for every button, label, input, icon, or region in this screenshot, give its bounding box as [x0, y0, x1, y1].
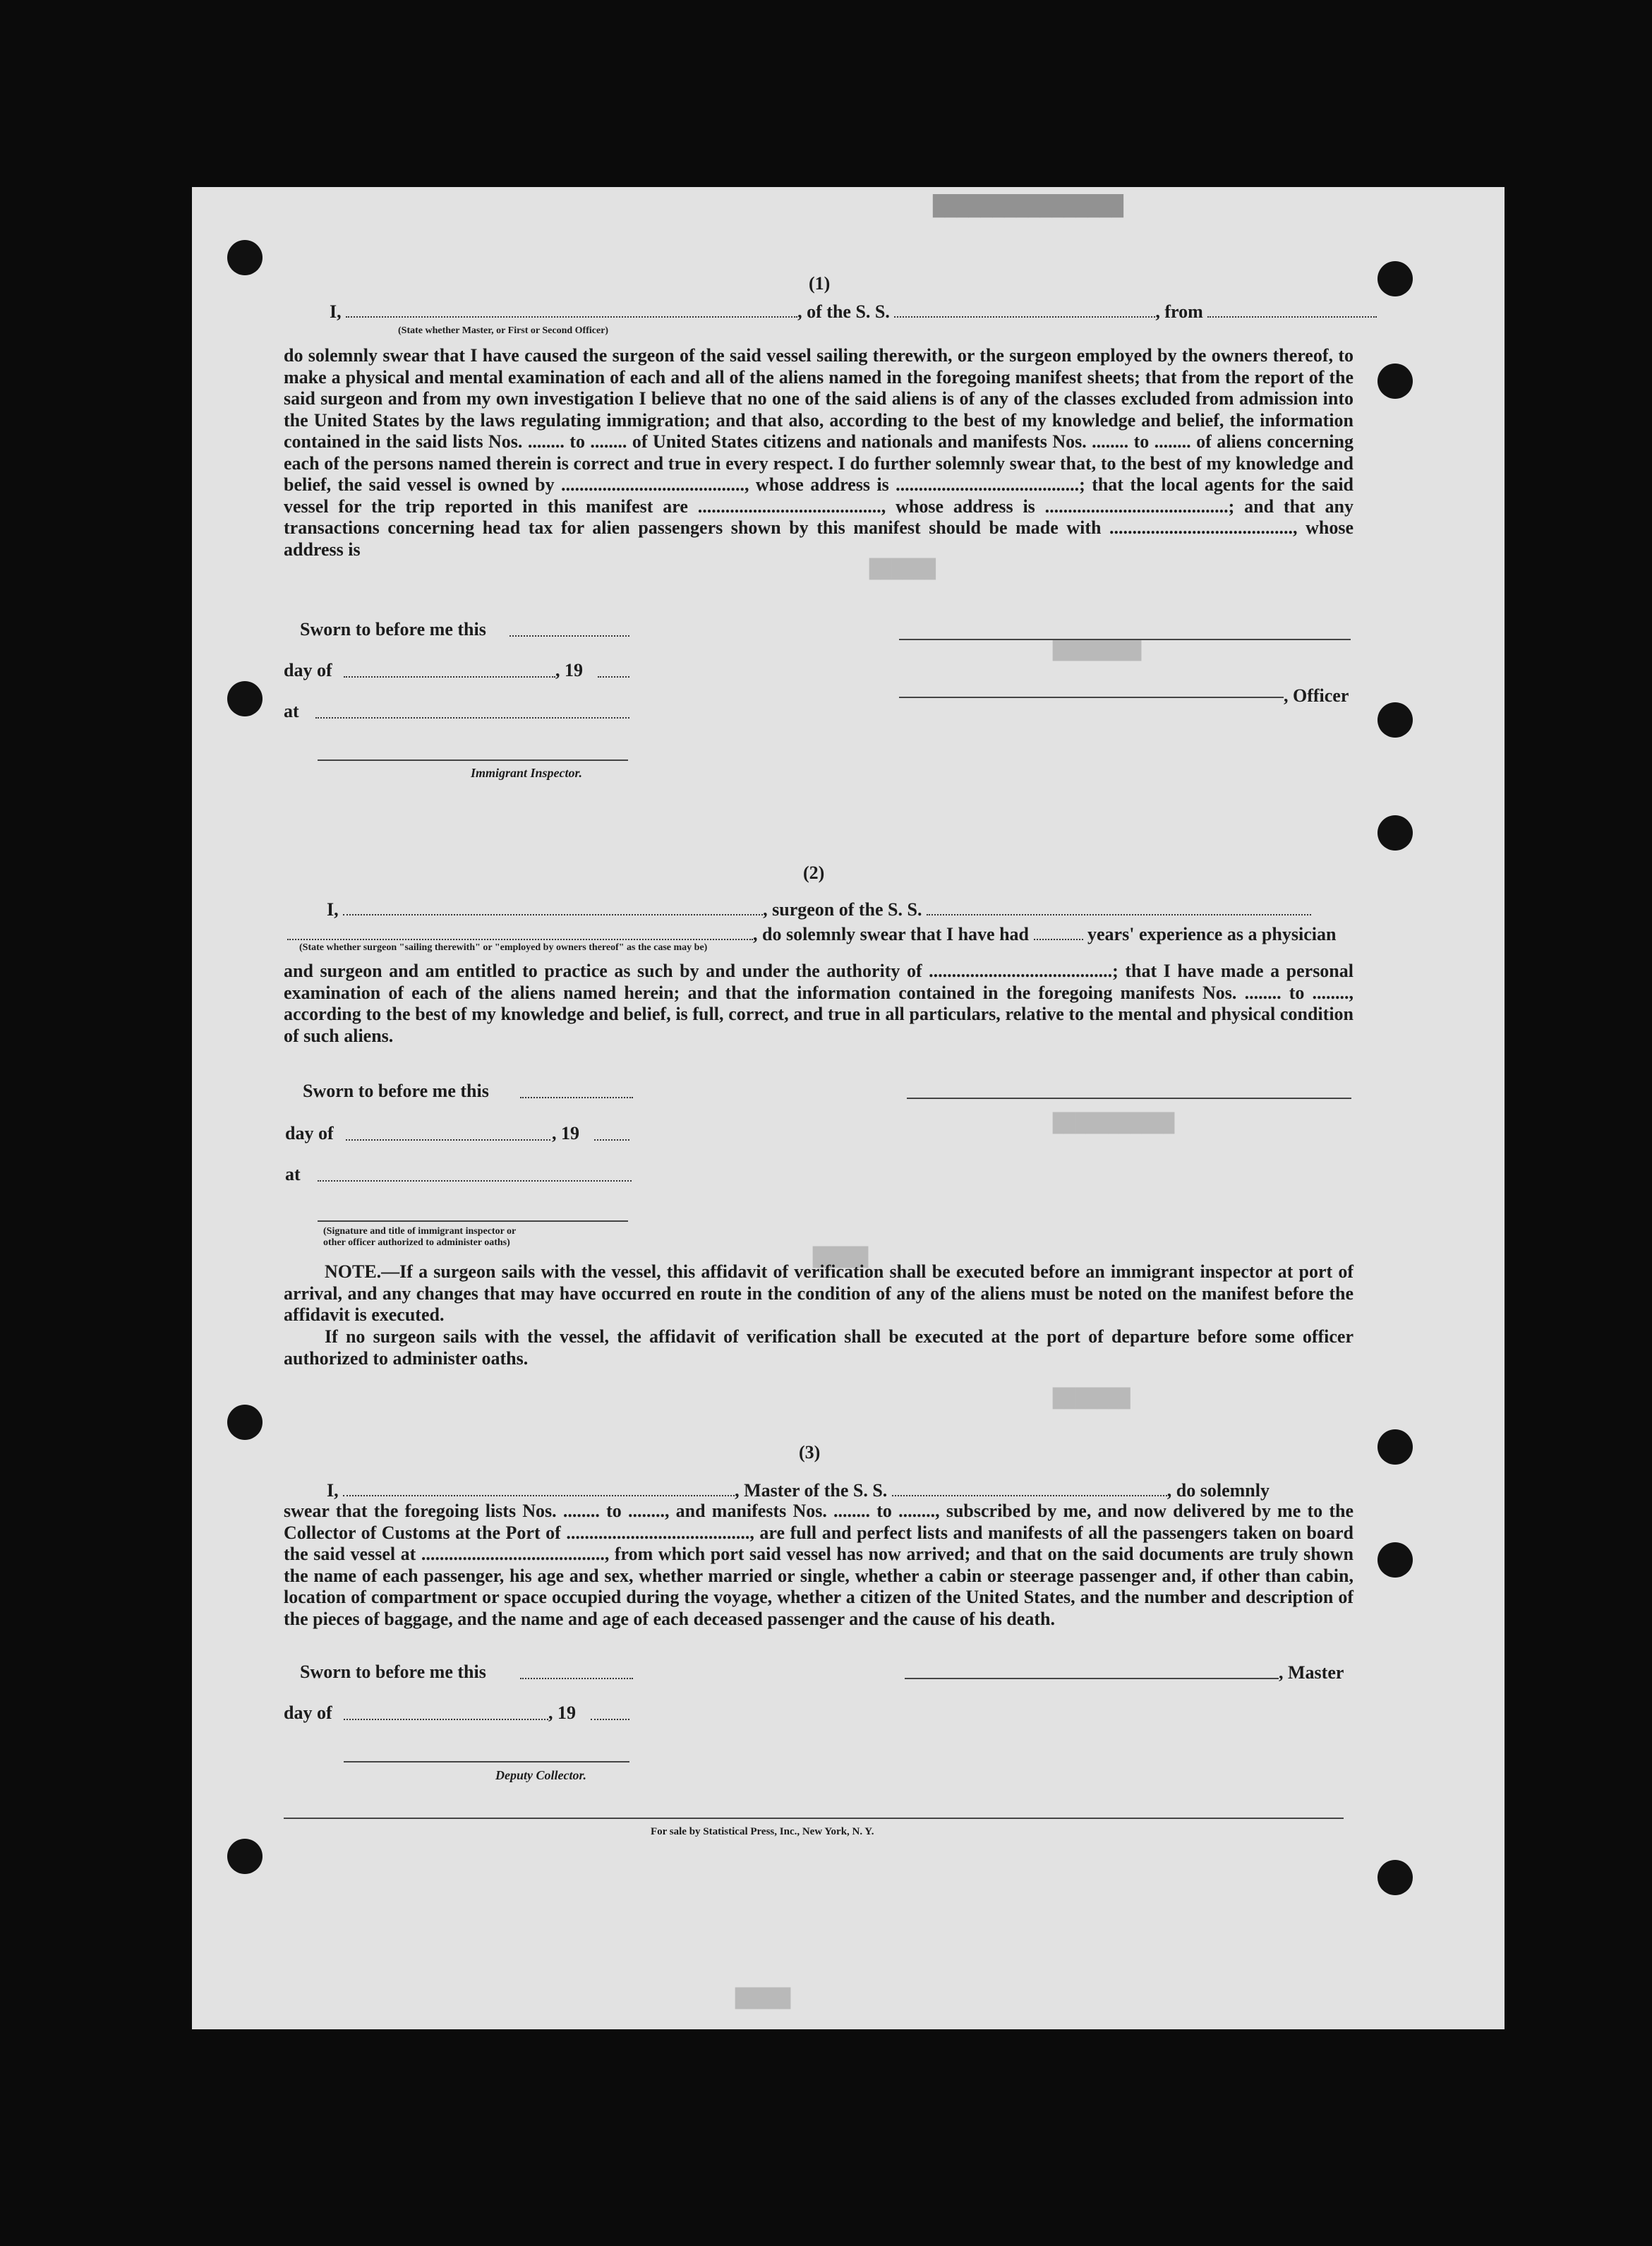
vessel-field[interactable] — [894, 302, 1155, 318]
master-signature-line[interactable] — [905, 1678, 1279, 1679]
note: If no surgeon sails with the vessel, the affidavit of verification shall be executed at the port of departure before some officer authorized to administer oaths. — [284, 1326, 1353, 1369]
day-field[interactable] — [346, 1139, 550, 1141]
year-field[interactable] — [594, 1139, 629, 1141]
footer-rule — [284, 1818, 1344, 1819]
caption: other officer authorized to administer oaths) — [323, 1237, 510, 1248]
section-number: (2) — [803, 863, 825, 883]
day-label: day of — [284, 1702, 332, 1723]
oath-line — [327, 899, 1311, 920]
day-label: day of — [284, 660, 332, 680]
at-field[interactable] — [318, 1180, 632, 1182]
punch-hole — [1377, 1429, 1413, 1465]
punch-hole — [1377, 1542, 1413, 1578]
collector-caption: Deputy Collector. — [495, 1768, 586, 1782]
bleed-through: █████ — [813, 1246, 869, 1267]
year-label: , 19 — [548, 1702, 576, 1723]
inspector-signature-line[interactable] — [318, 759, 628, 761]
inspector-caption: Immigrant Inspector. — [471, 766, 583, 780]
bleed-through: █████ — [735, 1987, 791, 2008]
label: I, — [327, 899, 339, 920]
bleed-through: ████████ — [1053, 639, 1142, 660]
label: , do solemnly swear that I have had — [753, 924, 1030, 944]
section-number: (1) — [809, 273, 831, 294]
label: years' experience as a physician — [1087, 924, 1337, 944]
sworn-label: Sworn to before me this — [300, 1662, 486, 1682]
caption: (State whether Master, or First or Second Officer) — [398, 325, 609, 336]
sworn-field[interactable] — [510, 635, 629, 637]
caption: (Signature and title of immigrant inspector or — [323, 1226, 517, 1237]
bleed-through: ████████████████ — [933, 194, 1123, 217]
sworn-label: Sworn to before me this — [300, 619, 486, 639]
year-label: , 19 — [552, 1123, 579, 1143]
label: , Master of the S. S. — [735, 1480, 888, 1501]
officer-label: , Officer — [1284, 685, 1349, 706]
label: I, — [330, 301, 342, 322]
years-field[interactable] — [1034, 925, 1083, 940]
at-label: at — [285, 1164, 301, 1184]
label: , do solemnly — [1166, 1480, 1270, 1501]
name-field[interactable] — [346, 302, 797, 318]
label: I, — [327, 1480, 339, 1501]
manifest-sheet — [192, 187, 1505, 2029]
officer-name-line[interactable] — [899, 639, 1351, 640]
master-label: , Master — [1279, 1662, 1344, 1683]
name-field[interactable] — [343, 1481, 735, 1496]
vessel-field[interactable] — [927, 900, 1311, 915]
punch-hole — [227, 681, 263, 716]
section-number: (3) — [799, 1442, 821, 1463]
surgeon-field[interactable] — [287, 925, 753, 940]
collector-signature-line[interactable] — [344, 1761, 629, 1762]
inspector-signature-line[interactable] — [318, 1220, 628, 1222]
punch-hole — [1377, 702, 1413, 738]
bleed-through: ███████████ — [1053, 1112, 1175, 1133]
officer-signature-line[interactable] — [899, 697, 1284, 698]
oath-line — [327, 1480, 1270, 1501]
surgeon-signature-line[interactable] — [907, 1098, 1351, 1099]
day-field[interactable] — [344, 676, 555, 678]
oath-body: and surgeon and am entitled to practice as such by and under the authority of ........................................; that I have made a personal examination of each of the aliens named herein; and that the information contained in the foregoing manifests Nos. ........ to ........, according to the best of my knowledge and belief, is full, correct, and true in all particulars, relative to the mental and physical condition of such aliens. — [284, 961, 1353, 1046]
bleed-through: ██████ — [869, 558, 936, 579]
year-field[interactable] — [598, 676, 629, 678]
sworn-label: Sworn to before me this — [303, 1081, 489, 1101]
punch-hole — [1377, 261, 1413, 296]
day-label: day of — [285, 1123, 334, 1143]
sworn-field[interactable] — [520, 1678, 633, 1679]
sworn-field[interactable] — [520, 1097, 633, 1098]
punch-hole — [1377, 364, 1413, 399]
oath-line — [330, 301, 1377, 323]
footer-imprint: For sale by Statistical Press, Inc., New York, N. Y. — [651, 1826, 874, 1837]
year-label: , 19 — [555, 660, 583, 680]
port-field[interactable] — [1207, 302, 1377, 318]
punch-hole — [1377, 1860, 1413, 1895]
punch-hole — [1377, 815, 1413, 851]
at-field[interactable] — [315, 717, 629, 719]
year-field[interactable] — [591, 1719, 629, 1720]
vessel-field[interactable] — [892, 1481, 1167, 1496]
oath-body: swear that the foregoing lists Nos. ........ to ........, and manifests Nos. ........ to ........, subscribed by me, and now delivered by me to the Collector of Customs at the Port of ........................................, are full and perfect lists and manifests of all the passengers taken on board the said vessel at ........................................, from which port said vessel has now arrived; and that on the said documents are truly shown the name of each passenger, his age and sex, whether married or single, whether a cabin or steerage passenger and, if other than cabin, location of compartment or space occupied during the voyage, whether a citizen of the United States, and the number and description of the pieces of baggage, and the name and age of each deceased passenger and the cause of his death. — [284, 1501, 1353, 1629]
bleed-through: ███████ — [1053, 1387, 1131, 1408]
oath-body: do solemnly swear that I have caused the surgeon of the said vessel sailing therewith, or the surgeon employed by the owners thereof, to make a physical and mental examination of each and all of the aliens named in the foregoing manifest sheets; that from the report of the said surgeon and from my own investigation I believe that no one of the said aliens is of any of the classes excluded from admission into the United States by the laws regulating immigration; and that also, according to the best of my knowledge and belief, the information contained in the said lists Nos. ........ to ........ of United States citizens and nationals and manifests Nos. ........ to ........ of aliens concerning each of the persons named therein is correct and true in every respect. I do further solemnly swear that, to the best of my knowledge and belief, the said vessel is owned by ........................................, whose address is ........................................; that the local agents for the said vessel for the trip reported in this manifest are ........................................, whose address is ........................................; and that any transactions concerning head tax for alien passengers shown by this manifest should be made with ........................................, whose address is — [284, 345, 1353, 560]
label: , of the S. S. — [797, 301, 890, 322]
at-label: at — [284, 701, 299, 721]
name-field[interactable] — [343, 900, 763, 915]
caption: (State whether surgeon "sailing therewith" or "employed by owners thereof" as the case may be) — [299, 942, 708, 953]
label: , from — [1155, 301, 1203, 322]
punch-hole — [227, 1405, 263, 1440]
punch-hole — [227, 1839, 263, 1874]
punch-hole — [227, 240, 263, 275]
note: NOTE.—If a surgeon sails with the vessel, this affidavit of verification shall be executed before an immigrant inspector at port of arrival, and any changes that may have occurred en route in the condition of any of the aliens must be noted on the manifest before the affidavit is executed. — [284, 1261, 1353, 1325]
label: , surgeon of the S. S. — [763, 899, 922, 920]
day-field[interactable] — [344, 1719, 548, 1720]
